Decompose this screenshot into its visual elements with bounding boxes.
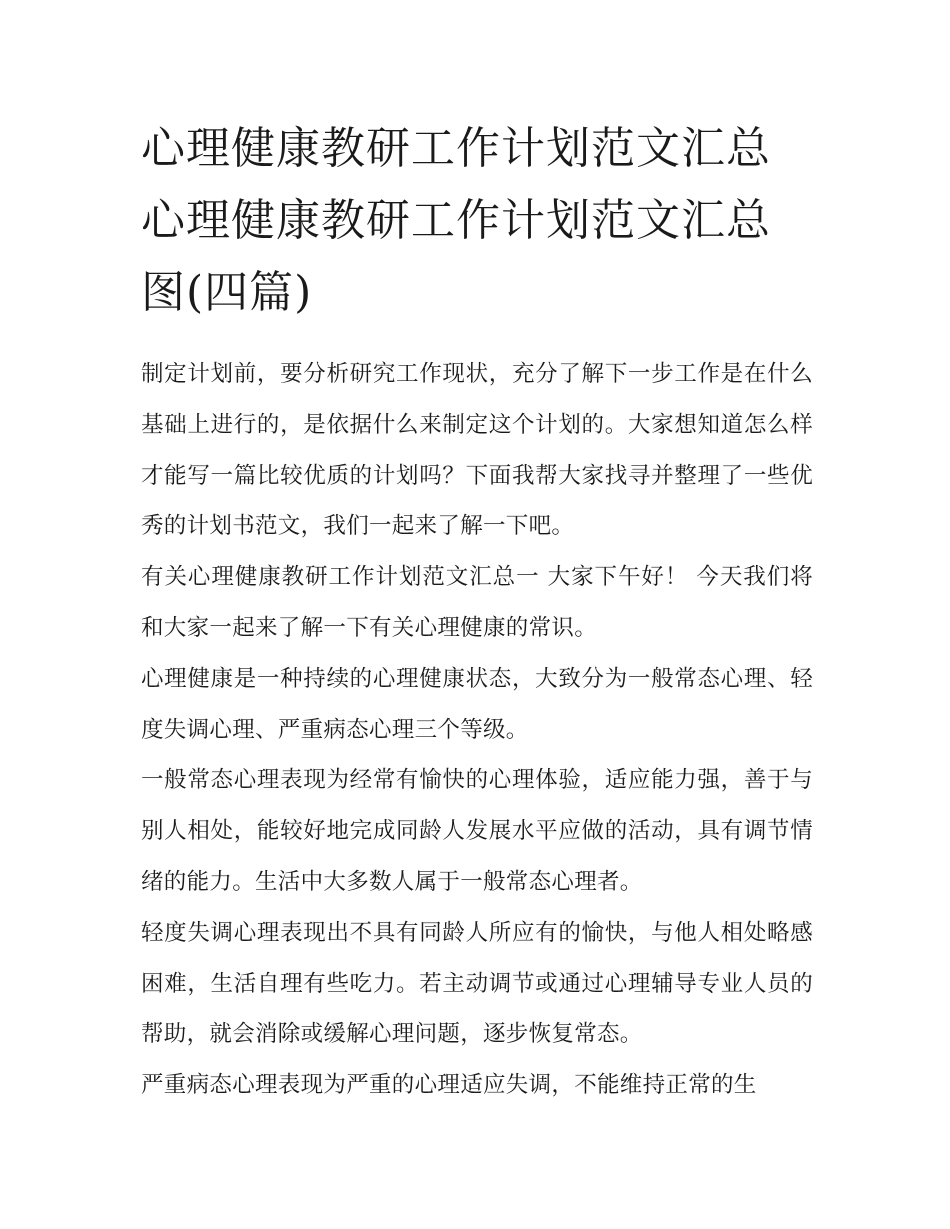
document-title: 心理健康教研工作计划范文汇总 心理健康教研工作计划范文汇总图(四篇)	[141, 123, 771, 318]
paragraph-greeting: 有关心理健康教研工作计划范文汇总一 大家下午好！ 今天我们将和大家一起来了解一下有关心理健康的常识。	[141, 564, 813, 641]
paragraph-severe-disorder: 严重病态心理表现为严重的心理适应失调，不能维持正常的生	[141, 1072, 757, 1099]
paragraph-intro: 制定计划前，要分析研究工作现状，充分了解下一步工作是在什么基础上进行的，是依据什么来制定这个计划的。大家想知道怎么样才能写一篇比较优质的计划吗？下面我帮大家找寻并整理了一些优秀的计划书范文，我们一起来了解一下吧。	[141, 361, 813, 540]
paragraph-normal-state: 一般常态心理表现为经常有愉快的心理体验，适应能力强，善于与别人相处，能较好地完成同龄人发展水平应做的活动，具有调节情绪的能力。生活中大多数人属于一般常态心理者。	[141, 767, 813, 895]
document-page	[141, 113, 813, 1111]
paragraph-mild-disorder: 轻度失调心理表现出不具有同龄人所应有的愉快，与他人相处略感困难，生活自理有些吃力。若主动调节或通过心理辅导专业人员的帮助，就会消除或缓解心理问题，逐步恢复常态。	[141, 919, 813, 1048]
paragraph-definition: 心理健康是一种持续的心理健康状态，大致分为一般常态心理、轻度失调心理、严重病态心理三个等级。	[141, 665, 813, 743]
